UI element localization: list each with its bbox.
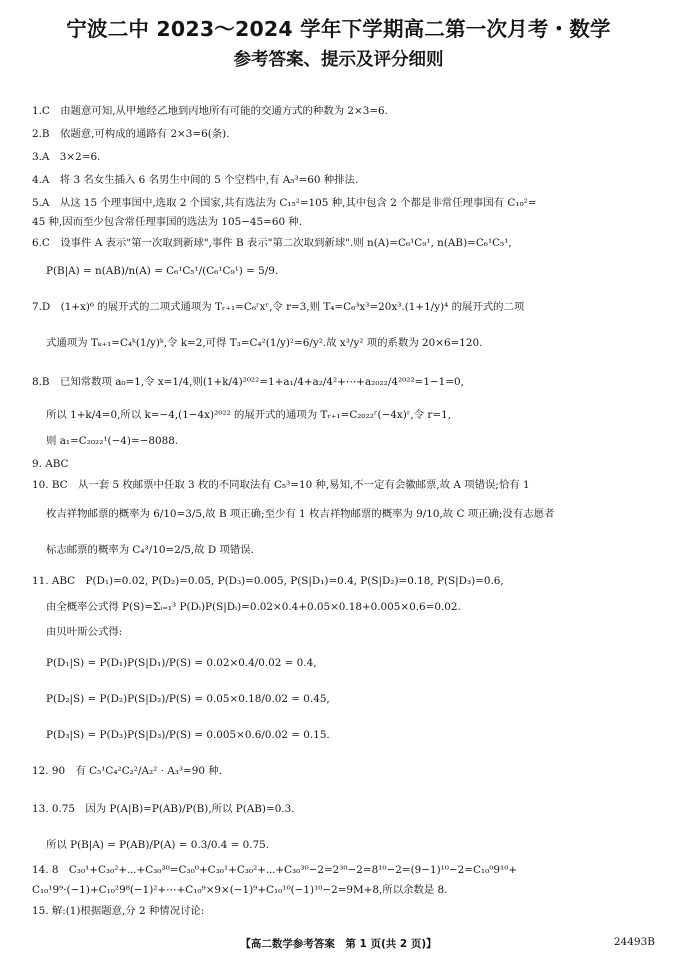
answer-line: P(D₃|S) = P(D₃)P(S|D₃)/P(S) = 0.005×0.6/0.02 = 0.15. <box>46 729 330 741</box>
answer-line: 1.C 由题意可知,从甲地经乙地到丙地所有可能的交通方式的种数为 2×3=6. <box>32 105 388 117</box>
answer-line: 标志邮票的概率为 C₄³/10=2/5,故 D 项错误. <box>46 544 254 556</box>
answer-line: 15. 解:(1)根据题意,分 2 种情况讨论: <box>32 905 205 917</box>
answer-line: 则 a₁=C₂₀₂₂¹(−4)=−8088. <box>46 435 179 447</box>
answer-line: P(B|A) = n(AB)/n(A) = C₆¹C₅¹/(C₆¹C₉¹) = 5/9. <box>46 265 279 277</box>
answer-line: 2.B 依题意,可构成的通路有 2×3=6(条). <box>32 128 230 140</box>
answer-line: 9. ABC <box>32 458 69 470</box>
page-title: 宁波二中 2023～2024 学年下学期高二第一次月考・数学 <box>66 17 611 41</box>
answer-line: 所以 1+k/4=0,所以 k=−4,(1−4x)²⁰²² 的展开式的通项为 Tᵣ₊₁=C₂₀₂₂ʳ(−4x)ʳ,令 r=1, <box>46 409 452 421</box>
answer-line: 10. BC 从一套 5 枚邮票中任取 3 枚的不同取法有 C₅³=10 种,易知,不一定有会徽邮票,故 A 项错误;恰有 1 <box>32 479 530 491</box>
answer-line: 14. 8 C₃₀¹+C₃₀²+⋯+C₃₀³⁰=C₃₀⁰+C₃₀¹+C₃₀²+⋯+C₃₀³⁰−2=2³⁰−2=8¹⁰−2=(9−1)¹⁰−2=C₁₀⁰9¹⁰+ <box>32 864 518 876</box>
answer-line: C₁₀¹9⁹·(−1)+C₁₀²9⁸(−1)²+⋯+C₁₀⁹×9×(−1)⁹+C₁₀¹⁰(−1)¹⁰−2=9M+8,所以余数是 8. <box>32 884 448 896</box>
answer-line: 7.D (1+x)⁶ 的展开式的二项式通项为 Tᵣ₊₁=C₆ʳxʳ,令 r=3,则 T₄=C₆³x³=20x³.(1+1/y)⁴ 的展开式的二项 <box>32 301 525 313</box>
answer-line: 6.C 设事件 A 表示"第一次取到新球",事件 B 表示"第二次取到新球".则 n(A)=C₆¹C₉¹, n(AB)=C₆¹C₅¹, <box>32 237 512 249</box>
answer-line: P(D₁|S) = P(D₁)P(S|D₁)/P(S) = 0.02×0.4/0.02 = 0.4, <box>46 657 317 669</box>
answer-line: 11. ABC P(D₁)=0.02, P(D₂)=0.05, P(D₃)=0.005, P(S|D₁)=0.4, P(S|D₂)=0.18, P(S|D₃)=0.6, <box>32 575 504 587</box>
answer-line: 8.B 已知常数项 a₀=1,令 x=1/4,则(1+k/4)²⁰²²=1+a₁/4+a₂/4²+⋯+a₂₀₂₂/4²⁰²²=1−1=0, <box>32 376 464 388</box>
answer-line: 3.A 3×2=6. <box>32 151 101 163</box>
answer-line: 4.A 将 3 名女生插入 6 名男生中间的 5 个空档中,有 A₅³=60 种排法. <box>32 174 359 186</box>
answer-line: 所以 P(B|A) = P(AB)/P(A) = 0.3/0.4 = 0.75. <box>46 839 270 851</box>
answer-line: 式通项为 Tₖ₊₁=C₄ᵏ(1/y)ᵏ,令 k=2,可得 T₃=C₄²(1/y)²=6/y².故 x³/y² 项的系数为 20×6=120. <box>46 337 483 349</box>
answer-line: 12. 90 有 C₅¹C₄²C₂²/A₂² · A₃³=90 种. <box>32 765 222 777</box>
answer-line: 13. 0.75 因为 P(A|B)=P(AB)/P(B),所以 P(AB)=0.3. <box>32 803 295 815</box>
answer-line: 枚吉祥物邮票的概率为 6/10=3/5,故 B 项正确;至少有 1 枚吉祥物邮票的概率为 9/10,故 C 项正确;没有志愿者 <box>46 508 555 520</box>
answer-line: 5.A 从这 15 个理事国中,选取 2 个国家,共有选法为 C₁₅²=105 种,其中包含 2 个都是非常任理事国有 C₁₀²= <box>32 197 537 209</box>
answer-line: P(D₂|S) = P(D₂)P(S|D₂)/P(S) = 0.05×0.18/0.02 = 0.45, <box>46 693 330 705</box>
page-subtitle: 参考答案、提示及评分细则 <box>233 50 444 70</box>
answer-line: 由全概率公式得 P(S)=Σᵢ₌₁³ P(Dᵢ)P(S|Dᵢ)=0.02×0.4+0.05×0.18+0.005×0.6=0.02. <box>46 601 461 613</box>
answer-line: 45 种,因而至少包含常任理事国的选法为 105−45=60 种. <box>32 216 303 228</box>
footer-code: 24493B <box>613 936 655 948</box>
answer-line: 由贝叶斯公式得: <box>46 626 123 638</box>
footer-page-info: 【高二数学参考答案 第 1 页(共 2 页)】 <box>240 938 437 950</box>
